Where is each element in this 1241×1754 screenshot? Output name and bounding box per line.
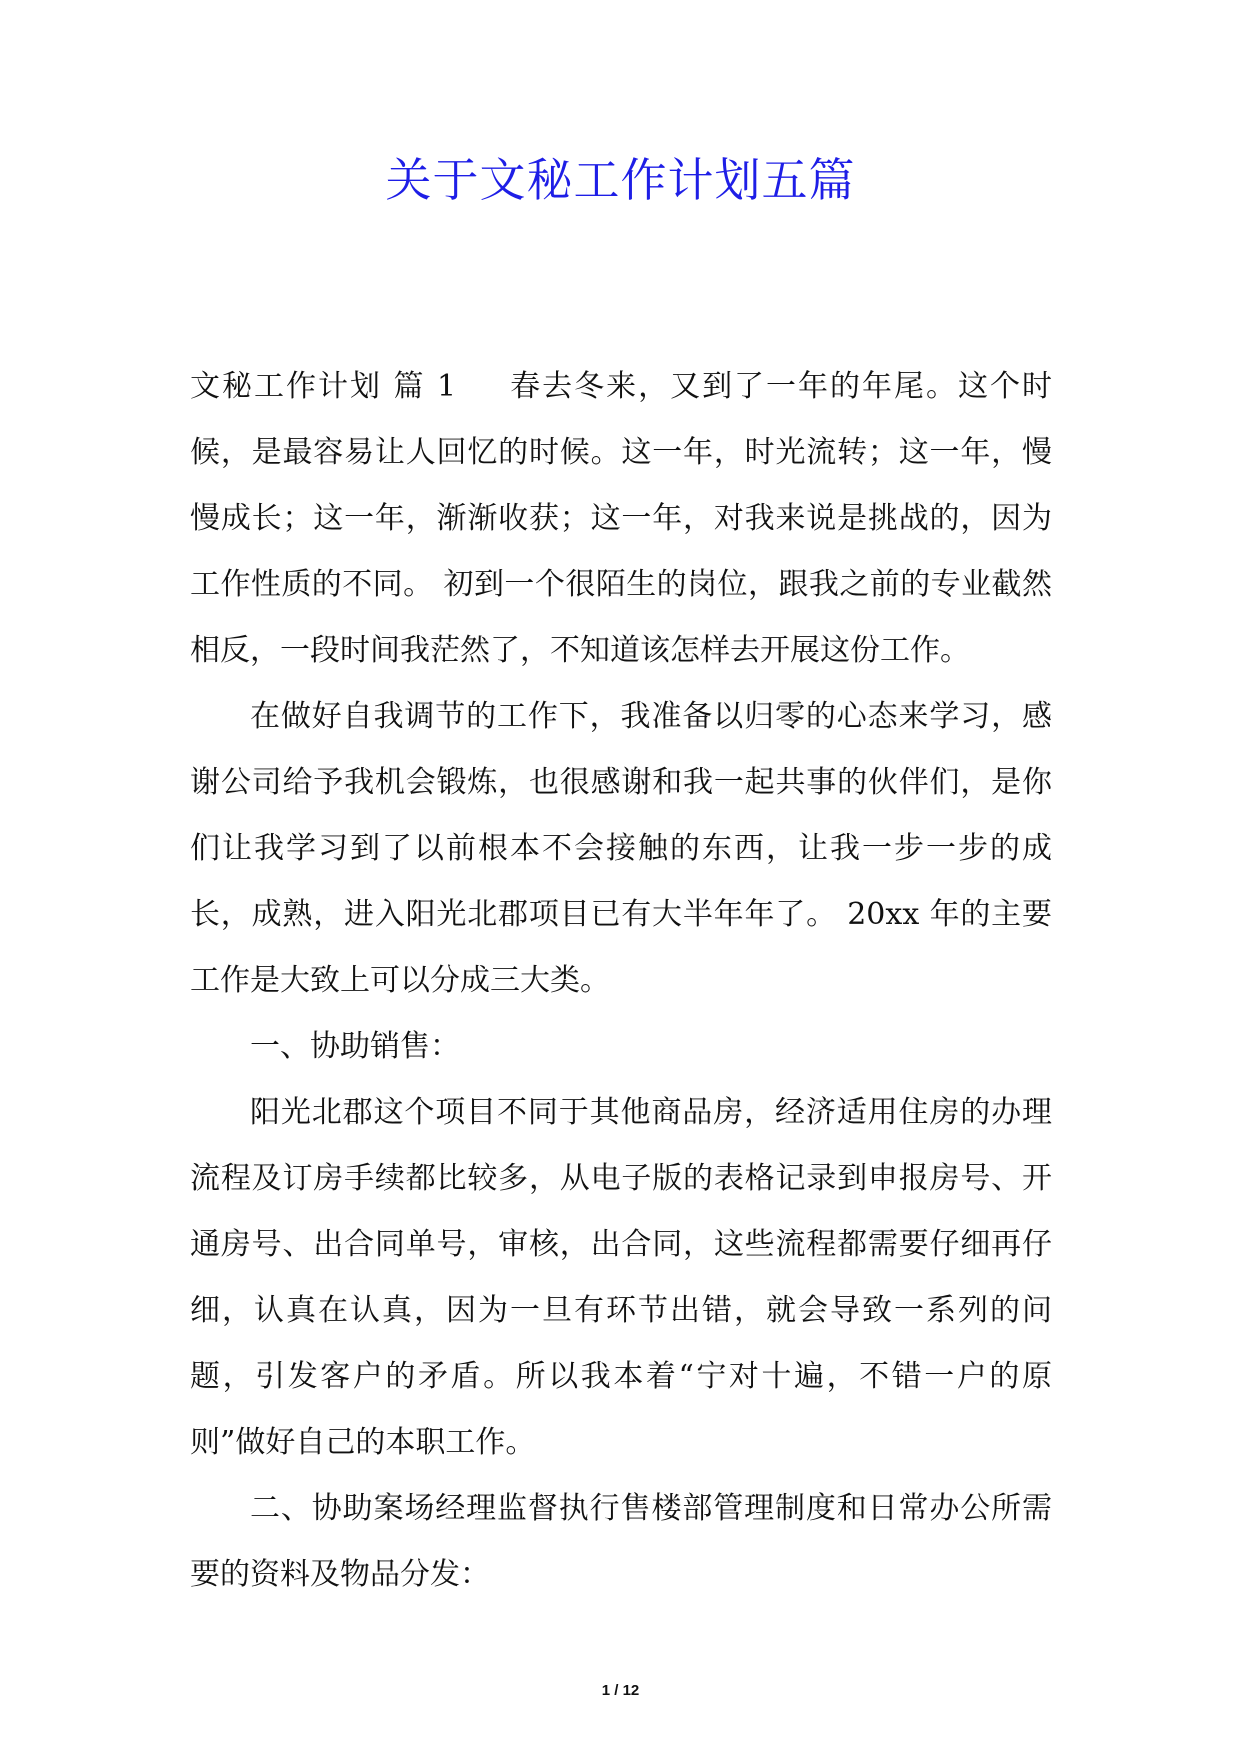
page-title: 关于文秘工作计划五篇 — [385, 153, 856, 207]
paragraph-1 — [190, 354, 1052, 684]
heading-assist-sales: 一、协助销售： — [250, 1029, 460, 1064]
paragraph-4: 阳光北郡这个项目不同于其他商品房，经济适用住房的办理流程及订房手续都比较多，从电子版的表格记录到申报房号、开通房号、出合同单号，审核，出合同，这些流程都需要仔细再仔细，认真在认真，因为一旦有环节出错，就会导致一系列的问题，引发客户的矛盾。所以我本着“宁对十遍，不错一户的原则”做好自己的本职工作。 — [190, 1095, 1052, 1460]
paragraph-2: 在做好自我调节的工作下，我准备以归零的心态来学习，感谢公司给予我机会锻炼，也很感谢和我一起共事的伙伴们，是你们让我学习到了以前根本不会接触的东西，让我一步一步的成长，成熟，进入阳光北郡项目已有大半年年了。 20xx 年的主要工作是大致上可以分成三大类。 — [190, 699, 1052, 998]
document-body — [190, 354, 1052, 1608]
page-number: 1 / 12 — [601, 1682, 640, 1699]
heading-assist-manager: 二、协助案场经理监督执行售楼部管理制度和日常办公所需要的资料及物品分发： — [190, 1491, 1052, 1592]
section-label: 文秘工作计划 篇 1 — [190, 369, 457, 404]
paragraph-1-text: 春去冬来，又到了一年的年尾。这个时候，是最容易让人回忆的时候。这一年，时光流转；这一年，慢慢成长；这一年，渐渐收获；这一年，对我来说是挑战的，因为工作性质的不同。 初到一个很陌生的岗位，跟我之前的专业截然相反，一段时间我茫然了，不知道该怎样去开展这份工作。 — [190, 369, 1052, 668]
